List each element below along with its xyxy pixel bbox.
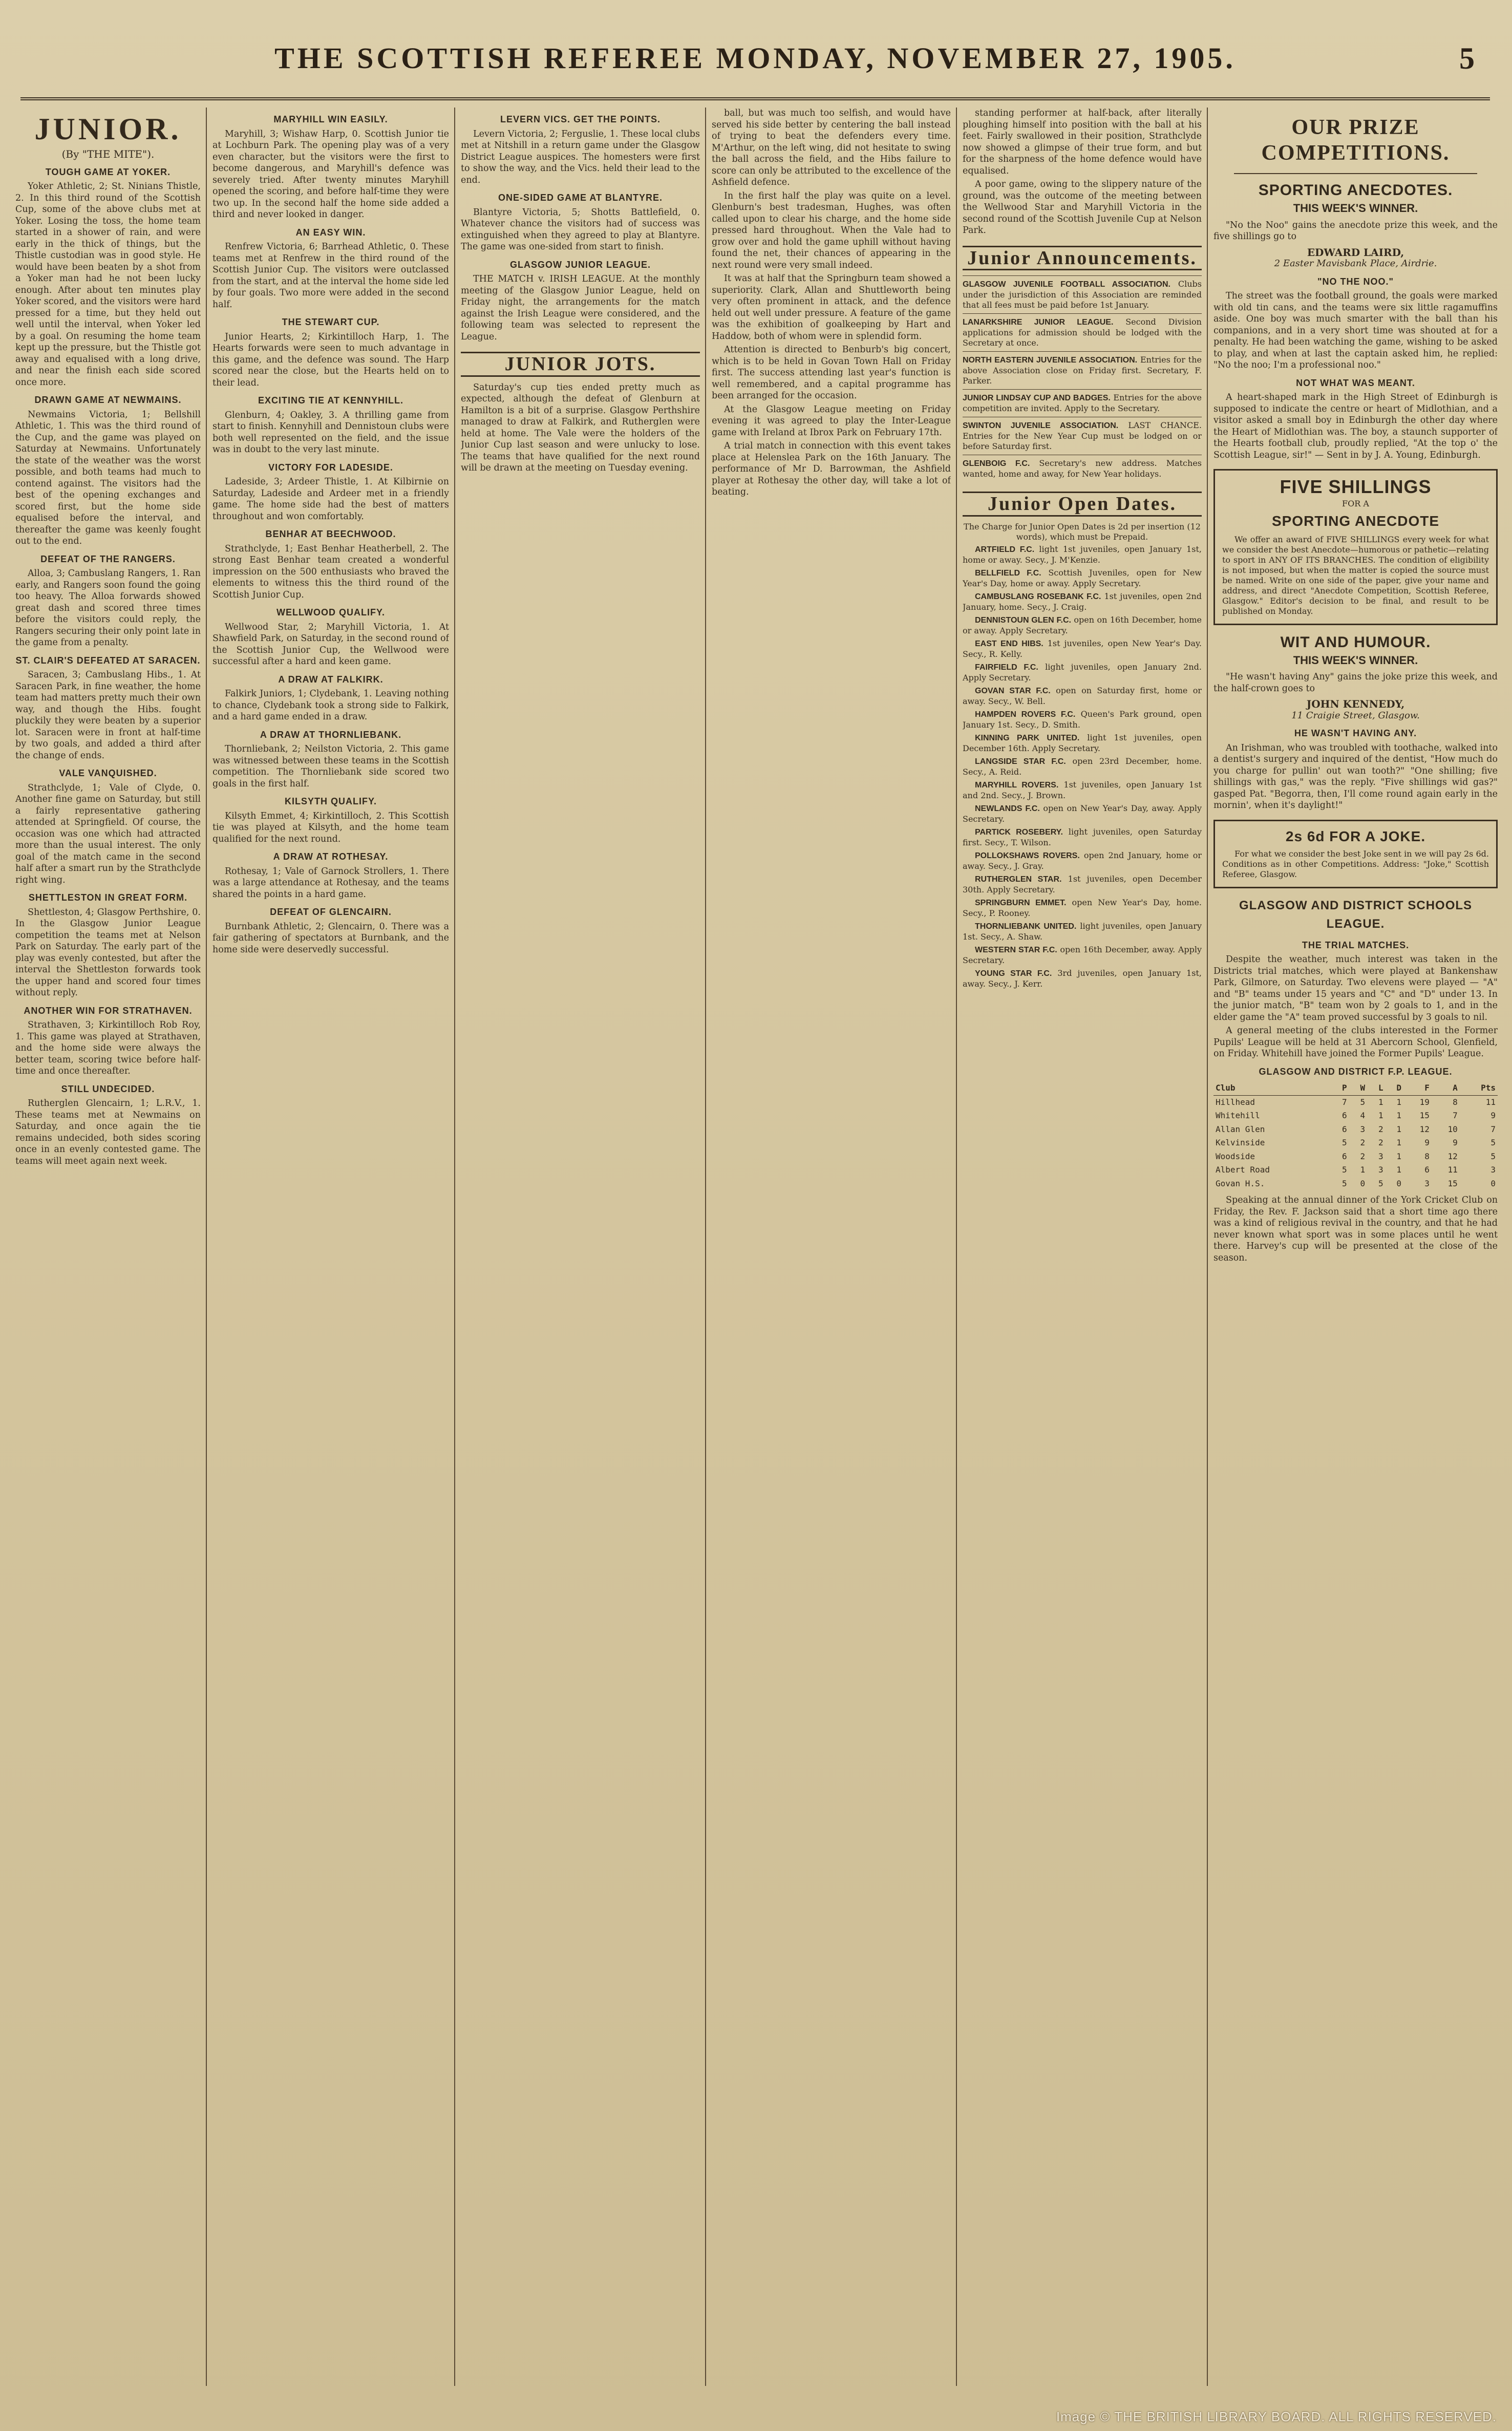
league-table-heading: GLASGOW AND DISTRICT F.P. LEAGUE. — [1259, 1066, 1453, 1077]
copyright-footer: Image © THE BRITISH LIBRARY BOARD. ALL RIGHTS RESERVED. — [1056, 2409, 1497, 2424]
table-cell: 7 — [1342, 1097, 1347, 1107]
open-date-club: NEWLANDS F.C. — [975, 804, 1040, 813]
open-date-entry — [963, 756, 1202, 778]
wit-body: An Irishman, who was troubled with toothache, walked into a dentist's surgery and inquired of the dentist, "How much do you charge for pullin' out wan tooth?" "One shilling; five shillings with gas," was the reply. "Five shillings wid gas?" gasped Pat. "Begorra, then, I'll come round again early in the mornin', when it's daylight!" — [1213, 742, 1498, 811]
article-body: Yoker Athletic, 2; St. Ninians Thistle, 2. In this third round of the Scottish Cup, some of the above clubs met at Yoker. Losing the toss, the home team started in a shower of rain, and were early in the thick of things, but the Thistle custodian was in good style. He would have been beaten by a shot from a Yoker man had he not been lucky enough. After about ten minutes play Yoker scored, and the visitors were hard pressed for a time, but they held out well until the interval, when Yoker led by a goal. On resuming the home team kept up the pressure, but the Thistle got away and equalised with a long drive, and near the finish each side scored once more. — [15, 181, 201, 388]
article-list — [212, 114, 449, 955]
league-table-body — [1213, 1095, 1498, 1190]
article-body: Wellwood Star, 2; Maryhill Victoria, 1. At Shawfield Park, on Saturday, in the second round of the Scottish Junior Cup, the Wellwood were successful after a hard and keen game. — [212, 622, 449, 667]
table-cell: 5 — [1490, 1151, 1496, 1161]
anecdote-winner-address: 2 Easter Mavisbank Place, Airdrie. — [1274, 258, 1437, 269]
table-cell: Whitehill — [1216, 1111, 1260, 1120]
table-cell: 2 — [1378, 1138, 1383, 1147]
table-cell: Albert Road — [1216, 1165, 1270, 1175]
article-title: WELLWOOD QUALIFY. — [276, 607, 385, 617]
article-list — [712, 108, 951, 498]
table-cell: 19 — [1419, 1097, 1430, 1107]
announcement-club: GLENBOIG F.C. — [963, 459, 1030, 468]
open-date-entry — [963, 921, 1202, 943]
table-cell: 9 — [1453, 1138, 1458, 1147]
anecdote-title: "NO THE NOO." — [1317, 276, 1394, 287]
league-column-header: W — [1349, 1081, 1367, 1095]
column-1 — [15, 108, 201, 2386]
table-cell: 1 — [1396, 1111, 1402, 1120]
open-date-text: 1st juveniles, open New Year's Day. Secy., R. Kelly. — [963, 638, 1202, 659]
open-date-club: THORNLIEBANK UNITED. — [975, 922, 1077, 931]
open-date-entry — [963, 686, 1202, 707]
schools-heading: GLASGOW AND DISTRICT SCHOOLS LEAGUE. — [1239, 898, 1473, 931]
article-title: A DRAW AT ROTHESAY. — [273, 851, 389, 862]
announcement-text: Entries for the above Association close on Friday first. Secretary, F. Parker. — [963, 355, 1202, 386]
open-date-entry — [963, 568, 1202, 589]
winner-label: THIS WEEK'S WINNER. — [1293, 202, 1418, 215]
table-cell: 6 — [1424, 1165, 1430, 1175]
joke-box-title: 2s 6d FOR A JOKE. — [1285, 828, 1426, 844]
open-date-club: POLLOKSHAWS ROVERS. — [975, 851, 1080, 860]
five-box-for: FOR A — [1342, 499, 1369, 508]
open-date-entry — [963, 874, 1202, 895]
announcement — [963, 389, 1202, 417]
column-rule — [956, 108, 957, 2386]
open-date-club: WESTERN STAR F.C. — [975, 945, 1057, 954]
open-date-club: DENNISTOUN GLEN F.C. — [975, 615, 1071, 625]
open-date-text: Queen's Park ground, open January 1st. Secy., D. Smith. — [963, 709, 1202, 730]
announcement — [963, 455, 1202, 482]
article-title: THE STEWART CUP. — [282, 317, 380, 327]
open-date-entry — [963, 733, 1202, 754]
league-column-header: Pts — [1460, 1081, 1498, 1095]
table-row — [1213, 1177, 1498, 1191]
anecdote-intro: "No the Noo" gains the anecdote prize this week, and the five shillings go to — [1213, 220, 1498, 242]
anecdote-winner-name: EDWARD LAIRD, — [1307, 246, 1404, 259]
open-dates-list — [963, 544, 1202, 990]
open-date-club: BELLFIELD F.C. — [975, 568, 1041, 578]
anecdotes-heading: SPORTING ANECDOTES. — [1258, 182, 1453, 199]
open-date-text: open 16th December, away. Apply Secretary. — [963, 944, 1202, 965]
column-4 — [712, 108, 951, 2386]
open-date-text: 1st juveniles, open January 1st and 2nd. Secy., J. Brown. — [963, 779, 1202, 800]
wit-title: HE WASN'T HAVING ANY. — [1294, 728, 1417, 738]
open-date-text: open 2nd January, home or away. Secy., J. Gray. — [963, 850, 1202, 871]
article-title: DEFEAT OF THE RANGERS. — [40, 553, 176, 564]
jots-text: Saturday's cup ties ended pretty much as expected, although the defeat of Glenburn at Hamilton is a bit of a surprise. Glasgow Perthshire managed to draw at Falkirk, and Rutherglen were held at home. The Vale were the holders of the Junior Cup last season and were unlucky to lose. The teams that have qualified for the next round will be drawn at the meeting on Tuesday evening. — [461, 382, 700, 473]
table-cell: 5 — [1342, 1178, 1347, 1188]
announcement-club: GLASGOW JUVENILE FOOTBALL ASSOCIATION. — [963, 280, 1170, 289]
column-6 — [1213, 108, 1498, 2386]
column-5 — [963, 108, 1202, 2386]
open-date-entry — [963, 898, 1202, 919]
table-cell: 2 — [1378, 1124, 1383, 1134]
article-title: EXCITING TIE AT KENNYHILL. — [258, 395, 403, 406]
article-title: GLASGOW JUNIOR LEAGUE. — [509, 259, 651, 270]
table-cell: 6 — [1342, 1124, 1347, 1134]
table-cell: 7 — [1490, 1124, 1496, 1134]
wit-intro: "He wasn't having Any" gains the joke prize this week, and the half-crown goes to — [1213, 672, 1498, 694]
table-cell: 5 — [1490, 1138, 1496, 1147]
meant-title: NOT WHAT WAS MEANT. — [1296, 377, 1415, 388]
table-row — [1213, 1150, 1498, 1164]
table-cell: 3 — [1490, 1165, 1496, 1175]
table-cell: Govan H.S. — [1216, 1178, 1265, 1188]
table-cell: 5 — [1360, 1097, 1366, 1107]
article-body: Attention is directed to Benburb's big concert, which is to be held in Govan Town Hall on Friday first. The success attending last year's function is well remembered, and a capital programme has been arranged for the occasion. — [712, 345, 951, 401]
league-column-header: F — [1403, 1081, 1432, 1095]
open-date-text: open 23rd December, home. Secy., A. Reid. — [963, 756, 1202, 777]
announcement-club: JUNIOR LINDSAY CUP AND BADGES. — [963, 394, 1111, 402]
article-body: Junior Hearts, 2; Kirkintilloch Harp, 1. The Hearts forwards were seen to much advantage in this game, and the defence was sound. The Harp scored near the close, but the Hearts held on to their lead. — [212, 331, 449, 388]
article-list — [461, 114, 700, 343]
article-body: Ladeside, 3; Ardeer Thistle, 1. At Kilbirnie on Saturday, Ladeside and Ardeer met in a friendly game. The home side had the best of matters throughout and won comfortably. — [212, 477, 449, 522]
table-row — [1213, 1136, 1498, 1150]
open-date-text: light juveniles, open January 1st. Secy., A. Shaw. — [963, 921, 1202, 942]
wit-winner-name: JOHN KENNEDY, — [1306, 698, 1405, 710]
open-date-club: YOUNG STAR F.C. — [975, 969, 1052, 978]
schools-body-2: A general meeting of the clubs interested in the Former Pupils' League will be held at 31 Abercorn School, Glenfield, on Friday. Whitehill have joined the Former Pupils' League. — [1213, 1026, 1498, 1059]
league-column-header: L — [1367, 1081, 1385, 1095]
open-date-entry — [963, 615, 1202, 636]
announcement — [963, 275, 1202, 313]
table-cell: 11 — [1485, 1097, 1496, 1107]
table-row — [1213, 1109, 1498, 1123]
joke-box-body: For what we consider the best Joke sent in we will pay 2s 6d. Conditions as in other Competitions. Address: "Joke," Scottish Referee, Glasgow. — [1222, 848, 1489, 879]
announcement — [963, 417, 1202, 455]
wit-winner-address: 11 Craigie Street, Glasgow. — [1291, 710, 1420, 721]
article-body: Kilsyth Emmet, 4; Kirkintilloch, 2. This Scottish tie was played at Kilsyth, and the home team qualified for the next round. — [212, 811, 449, 844]
article-title: BENHAR AT BEECHWOOD. — [265, 529, 396, 539]
open-date-text: light 1st juveniles, open December 16th. Apply Secretary. — [963, 732, 1202, 753]
article-body: Alloa, 3; Cambuslang Rangers, 1. Ran early, and Rangers soon found the going too heavy. The Alloa forwards showed great dash and scored three times before the visitors could reply, the Rangers securing their only point late in the game from a penalty. — [15, 568, 201, 648]
open-date-entry — [963, 662, 1202, 684]
article-title: STILL UNDECIDED. — [61, 1083, 155, 1094]
article-body: Strathclyde, 1; Vale of Clyde, 0. Another fine game on Saturday, but still a fairly representative gathering attended at Springfield. Of course, the occasion was one which had attracted more than the usual interest. The only goal of the match came in the second half after a smart run by the Strathclyde right wing. — [15, 782, 201, 885]
column-rule — [454, 108, 455, 2386]
article-body: Rutherglen Glencairn, 1; L.R.V., 1. These teams met at Newmains on Saturday, and once again the tie remains undecided, both sides scoring once in an evenly contested game. The teams will meet again next week. — [15, 1098, 201, 1166]
article-body: Strathaven, 3; Kirkintilloch Rob Roy, 1. This game was played at Strathaven, and the home side were always the better team, scoring twice before half-time and once thereafter. — [15, 1020, 201, 1076]
open-dates-note: The Charge for Junior Open Dates is 2d per insertion (12 words), which must be Prepaid. — [964, 521, 1201, 542]
table-cell: 3 — [1424, 1178, 1430, 1188]
open-date-entry — [963, 591, 1202, 613]
league-column-header: A — [1432, 1081, 1460, 1095]
table-cell: 1 — [1396, 1097, 1402, 1107]
table-cell: 5 — [1342, 1138, 1347, 1147]
table-row — [1213, 1095, 1498, 1109]
table-cell: 1 — [1396, 1151, 1402, 1161]
announcement — [963, 313, 1202, 351]
league-table — [1213, 1081, 1498, 1190]
announcement-list — [963, 275, 1202, 482]
table-cell: 7 — [1453, 1111, 1458, 1120]
announcement-text: LAST CHANCE. Entries for the New Year Cup must be lodged on or before Saturday first. — [963, 420, 1202, 451]
article-title: TOUGH GAME AT YOKER. — [45, 166, 171, 177]
table-cell: 3 — [1378, 1151, 1383, 1161]
table-cell: 1 — [1360, 1165, 1366, 1175]
table-cell: 12 — [1447, 1151, 1458, 1161]
article-title: ONE-SIDED GAME AT BLANTYRE. — [498, 193, 663, 203]
masthead-title: THE SCOTTISH REFEREE MONDAY, NOVEMBER 27, 1905. — [274, 41, 1236, 75]
page-number: 5 — [1459, 41, 1475, 75]
article-body: It was at half that the Springburn team showed a superiority. Clark, Allan and Shuttleworth being very often prominent in attack, and the defence held out well under pressure. A feature of the game was the exhibition of goalkeeping by Hart and Haddow, both of whom were in splendid form. — [712, 273, 951, 342]
open-date-entry — [963, 709, 1202, 731]
table-cell: 0 — [1396, 1178, 1402, 1188]
table-cell: Kelvinside — [1216, 1138, 1265, 1147]
article-body: Burnbank Athletic, 2; Glencairn, 0. There was a fair gathering of spectators at Burnbank, and the home side were deservedly successful. — [212, 921, 449, 955]
article-body: Rothesay, 1; Vale of Garnock Strollers, 1. There was a large attendance at Rothesay, and the teams shared the points in a hard game. — [212, 866, 449, 900]
section-heading-announcements: Junior Announcements. — [963, 246, 1202, 271]
table-cell: 15 — [1419, 1111, 1430, 1120]
article-body: Levern Victoria, 2; Ferguslie, 1. These local clubs met at Nitshill in a return game under the Glasgow District League auspices. The homesters were first to show the way, and the Vics. held their lead to the end. — [461, 129, 700, 185]
open-date-entry — [963, 803, 1202, 825]
table-cell: 4 — [1360, 1111, 1366, 1120]
announcement-text: Entries for the above competition are invited. Apply to the Secretary. — [963, 393, 1202, 413]
table-cell: 1 — [1396, 1165, 1402, 1175]
article-title: VICTORY FOR LADESIDE. — [268, 462, 393, 473]
table-cell: 6 — [1342, 1111, 1347, 1120]
announcement-club: SWINTON JUVENILE ASSOCIATION. — [963, 421, 1119, 430]
open-date-entry — [963, 968, 1202, 990]
table-cell: 0 — [1490, 1178, 1496, 1188]
meant-body: A heart-shaped mark in the High Street of Edinburgh is supposed to indicate the centre or heart of Midlothian, and a visitor asked a small boy in Edinburgh the other day where the Heart of Midlothian was. The boy, a staunch supporter of the Hearts football club, proudly replied, "At the top o' the Scottish League, sir!" — Sent in by J. A. Young, Edinburgh. — [1213, 392, 1498, 460]
article-body: Blantyre Victoria, 5; Shotts Battlefield, 0. Whatever chance the visitors had of success was extinguished when they agreed to play at Blantyre. The game was one-sided from start to finish. — [461, 207, 700, 252]
article-body: Thornliebank, 2; Neilston Victoria, 2. This game was witnessed between these teams in the Scottish competition. The Thornliebank side scored two goals in the first half. — [212, 744, 449, 789]
anecdote-body: The street was the football ground, the goals were marked with old tin cans, and the teams were six little ragamuffins aside. One boy was much smarter with the ball than his companions, and in a very short time was shouted at for a penalty. He had been watching the game, wishing to be asked to play, and when at last the captain asked him, he replied: "No the noo; I'm a professional noo." — [1213, 291, 1498, 370]
article-title: VALE VANQUISHED. — [59, 768, 157, 778]
open-date-text: open on New Year's Day, away. Apply Secretary. — [963, 803, 1202, 824]
open-date-text: 1st juveniles, open December 30th. Apply Secretary. — [963, 873, 1202, 894]
masthead — [20, 36, 1490, 100]
article-title: SHETTLESTON IN GREAT FORM. — [28, 892, 188, 903]
article-body: THE MATCH v. IRISH LEAGUE. At the monthly meeting of the Glasgow Junior League, held on Friday night, the arrangements for the match against the Irish League were considered, and the following team was selected to represent the League. — [461, 274, 700, 342]
table-cell: Woodside — [1216, 1151, 1255, 1161]
table-cell: 1 — [1378, 1097, 1383, 1107]
open-date-text: open on Saturday first, home or away. Secy., W. Bell. — [963, 685, 1202, 706]
article-body: A trial match in connection with this event takes place at Helenslea Park on the 16th January. The performance of Mr D. Barrowman, the Ashfield player at Rothesay the other day, will take a lot of beating. — [712, 441, 951, 497]
open-date-club: SPRINGBURN EMMET. — [975, 898, 1067, 907]
competitions-heading: OUR PRIZE COMPETITIONS. — [1261, 116, 1450, 165]
article-body: Strathclyde, 1; East Benhar Heatherbell, 2. The strong East Benhar team created a wonderful impression on the 500 enthusiasts who braved the elements to witness this the third round of the Scottish Junior Cup. — [212, 543, 449, 600]
article-title: MARYHILL WIN EASILY. — [273, 114, 388, 124]
open-date-text: light 1st juveniles, open January 1st, home or away. Secy., J. M'Kenzie. — [963, 544, 1202, 565]
schools-body: Despite the weather, much interest was taken in the Districts trial matches, which were played at Bankenshaw Park, Gilmore, on Saturday. Two elevens were played — "A" and "B" teams under 15 years and "C" and "D" under 13. In the junior match, "B" team won by 2 goals to 1, and in the elder game the "A" team proved successful by 3 goals to nil. — [1213, 954, 1498, 1022]
open-date-text: open New Year's Day, home. Secy., P. Rooney. — [963, 897, 1202, 918]
table-cell: 12 — [1419, 1124, 1430, 1134]
article-body: Shettleston, 4; Glasgow Perthshire, 0. In the Glasgow Junior League competition the teams met at Nelson Park on Saturday. The early part of the play was evenly contested, but after the interval the Shettleston forwards took the upper hand and scored four times without reply. — [15, 907, 201, 998]
table-cell: 5 — [1342, 1165, 1347, 1175]
article-title: DRAWN GAME AT NEWMAINS. — [34, 395, 182, 405]
open-date-club: HAMPDEN ROVERS F.C. — [975, 710, 1076, 719]
open-date-club: FAIRFIELD F.C. — [975, 663, 1038, 672]
announcement-text: Secretary's new address. Matches wanted, home and away, for New Year holidays. — [963, 458, 1202, 479]
article-body: Newmains Victoria, 1; Bellshill Athletic, 1. This was the third round of the Cup, and the game was played on Saturday at Newmains. Unfortunately the state of the weather was the worst possible, and both teams had much to contend against. The visitors had the best of the opening exchanges and scored first, but the home side equalised before the interval, and thereafter the game was keenly fought out to the end. — [15, 409, 201, 546]
table-cell: 10 — [1447, 1124, 1458, 1134]
article-title: A DRAW AT FALKIRK. — [278, 674, 384, 685]
open-date-text: light juveniles, open January 2nd. Apply Secretary. — [963, 662, 1202, 683]
table-cell: 3 — [1378, 1165, 1383, 1175]
open-date-club: RUTHERGLEN STAR. — [975, 875, 1062, 884]
column-2 — [212, 108, 449, 2386]
table-cell: 8 — [1424, 1151, 1430, 1161]
league-table-header — [1213, 1081, 1498, 1095]
league-column-header: D — [1386, 1081, 1403, 1095]
article-body: Renfrew Victoria, 6; Barrhead Athletic, 0. These teams met at Renfrew in the third round of the Scottish Junior Cup. The visitors were outclassed from the start, and at the interval the home side led by four goals. Two more were added in the second half. — [212, 242, 449, 310]
five-box-body: We offer an award of FIVE SHILLINGS every week for what we consider the best Anecdote—humorous or pathetic—relating to sport in ANY OF ITS BRANCHES. The condition of eligibility is not imposed, but when the matter is copied the source must be named. Write on one side of the paper, give your name and address, and direct "Anecdote Competition, Scottish Referee, Glasgow." Editor's decision to be final, and result to be published on Monday. — [1222, 534, 1489, 616]
open-date-text: 3rd juveniles, open January 1st, away. Secy., J. Kerr. — [963, 968, 1202, 989]
article-title: DEFEAT OF GLENCAIRN. — [270, 907, 392, 917]
announcement — [963, 351, 1202, 389]
open-date-entry — [963, 638, 1202, 660]
article-body: In the first half the play was quite on a level. Glenburn's best tradesman, Hughes, was often called upon to clear his charge, and the home side pressed hard throughout. When the Vale had to grow over and hold the game uphill without having found the net, their chances of appearing in the next round were very small indeed. — [712, 190, 951, 270]
schools-subheading: THE TRIAL MATCHES. — [1302, 940, 1410, 950]
column-rule — [1207, 108, 1208, 2386]
column-3 — [461, 108, 700, 2386]
table-row — [1213, 1123, 1498, 1137]
five-box-subtitle: SPORTING ANECDOTE — [1271, 513, 1440, 529]
article-title: A DRAW AT THORNLIEBANK. — [260, 729, 402, 740]
table-cell: 9 — [1424, 1138, 1430, 1147]
open-date-entry — [963, 945, 1202, 966]
closing-body: Speaking at the annual dinner of the York Cricket Club on Friday, the Rev. F. Jackson said that a short time ago there was a kind of religious revival in the country, and that he had never known what sport was in some places until he went there. Harvey's cup will be presented at the close of the season. — [1213, 1195, 1498, 1263]
table-cell: 3 — [1360, 1124, 1366, 1134]
article-body: Falkirk Juniors, 1; Clydebank, 1. Leaving nothing to chance, Clydebank took a strong side to Falkirk, and a hard game ended in a draw. — [212, 689, 449, 722]
open-date-club: PARTICK ROSEBERY. — [975, 827, 1063, 837]
table-cell: 2 — [1360, 1138, 1366, 1147]
article-body: A poor game, owing to the slippery nature of the ground, was the outcome of the meeting between the Wellwood Star and Maryhill Victoria in the second round of the Scottish Juvenile Cup at Nelson Park. — [963, 179, 1202, 236]
five-box-title: FIVE SHILLINGS — [1280, 476, 1432, 497]
section-heading-junior-jots: JUNIOR JOTS. — [461, 352, 700, 377]
table-cell: 8 — [1453, 1097, 1458, 1107]
announcement-text: Clubs under the jurisdiction of this Association are reminded that all fees must be paid before 1st January. — [963, 279, 1202, 310]
open-date-text: light juveniles, open Saturday first. Secy., T. Wilson. — [963, 826, 1202, 847]
league-column-header: P — [1331, 1081, 1349, 1095]
announcement-text: Second Division applications for admission should be lodged with the Secretary at once. — [963, 317, 1202, 348]
article-title: LEVERN VICS. GET THE POINTS. — [500, 114, 661, 124]
open-date-club: ARTFIELD F.C. — [975, 545, 1035, 554]
article-body: Maryhill, 3; Wishaw Harp, 0. Scottish Junior tie at Lochburn Park. The opening play was of a very even character, but the visitors were the first to become dangerous, and Maryhill's defence was severely tried. After twenty minutes Maryhill opened the scoring, and before half-time they were two up. In the second half the home side added a third and never looked in danger. — [212, 129, 449, 220]
open-date-club: GOVAN STAR F.C. — [975, 686, 1051, 695]
table-row — [1213, 1163, 1498, 1177]
table-cell: 1 — [1396, 1124, 1402, 1134]
joke-box — [1213, 820, 1498, 888]
wit-winner-label: THIS WEEK'S WINNER. — [1293, 653, 1418, 667]
article-title: KILSYTH QUALIFY. — [284, 796, 377, 806]
open-date-entry — [963, 780, 1202, 801]
open-date-club: CAMBUSLANG ROSEBANK F.C. — [975, 592, 1101, 601]
article-list — [15, 166, 201, 1167]
table-cell: Allan Glen — [1216, 1124, 1265, 1134]
table-cell: 6 — [1342, 1151, 1347, 1161]
open-date-text: open on 16th December, home or away. Apply Secretary. — [963, 614, 1202, 635]
open-date-text: Scottish Juveniles, open for New Year's Day, home or away. Apply Secretary. — [963, 567, 1202, 588]
article-body: Saracen, 3; Cambuslang Hibs., 1. At Saracen Park, in fine weather, the home team had matters pretty much their own way, and though the Hibs. fought pluckily they were beaten by a superior lot. Saracen were in front at half-time by two goals, and added a third after the change of ends. — [15, 670, 201, 761]
league-column-header: Club — [1213, 1081, 1331, 1095]
column-rule — [705, 108, 706, 2386]
byline: (By "THE MITE"). — [61, 148, 155, 160]
article-body: ball, but was much too selfish, and would have served his side better by centering the ball instead of trying to beat the defenders every time. M'Arthur, on the left wing, did not hesitate to swing the ball across the field, and the Hibs failure to score can only be attributed to the excellence of the Ashfield defence. — [712, 108, 951, 187]
divider — [1234, 173, 1477, 174]
article-body: At the Glasgow League meeting on Friday evening it was agreed to play the Inter-League game with Ireland at Ibrox Park on February 17th. — [712, 404, 951, 438]
article-body: standing performer at half-back, after literally ploughing himself into position with the ball at his feet. Fairly swallowed in their position, Strathclyde now showed a glimpse of their true form, and but for the sharpness of the home defence would have equalised. — [963, 108, 1202, 176]
table-cell: 9 — [1490, 1111, 1496, 1120]
article-title: ANOTHER WIN FOR STRATHAVEN. — [24, 1005, 193, 1016]
announcement-club: LANARKSHIRE JUNIOR LEAGUE. — [963, 318, 1114, 327]
article-title: ST. CLAIR'S DEFEATED AT SARACEN. — [15, 655, 201, 666]
wit-heading: WIT AND HUMOUR. — [1280, 633, 1431, 651]
open-date-entry — [963, 544, 1202, 566]
table-cell: 15 — [1447, 1178, 1458, 1188]
table-cell: 5 — [1378, 1178, 1383, 1188]
table-cell: 1 — [1396, 1138, 1402, 1147]
table-cell: Hillhead — [1216, 1097, 1255, 1107]
open-date-club: LANGSIDE STAR F.C. — [975, 757, 1066, 766]
section-heading-open-dates: Junior Open Dates. — [963, 492, 1202, 517]
column-rule — [206, 108, 207, 2386]
open-date-club: MARYHILL ROVERS. — [975, 780, 1059, 790]
open-date-entry — [963, 827, 1202, 848]
table-cell: 0 — [1360, 1178, 1366, 1188]
section-heading-junior: JUNIOR. — [34, 112, 182, 146]
open-date-entry — [963, 850, 1202, 872]
article-title: AN EASY WIN. — [295, 227, 366, 238]
announcement-club: NORTH EASTERN JUVENILE ASSOCIATION. — [963, 356, 1138, 365]
article-list — [963, 108, 1202, 237]
article-body: Glenburn, 4; Oakley, 3. A thrilling game from start to finish. Kennyhill and Dennistoun clubs were both well represented on the field, and the issue was in doubt to the very last minute. — [212, 410, 449, 455]
open-date-club: KINNING PARK UNITED. — [975, 733, 1080, 742]
table-cell: 1 — [1378, 1111, 1383, 1120]
open-date-club: EAST END HIBS. — [975, 639, 1044, 648]
table-cell: 11 — [1447, 1165, 1458, 1175]
five-shillings-box — [1213, 469, 1498, 625]
table-cell: 2 — [1360, 1151, 1366, 1161]
open-date-text: 1st juveniles, open 2nd January, home. Secy., J. Craig. — [963, 591, 1202, 612]
